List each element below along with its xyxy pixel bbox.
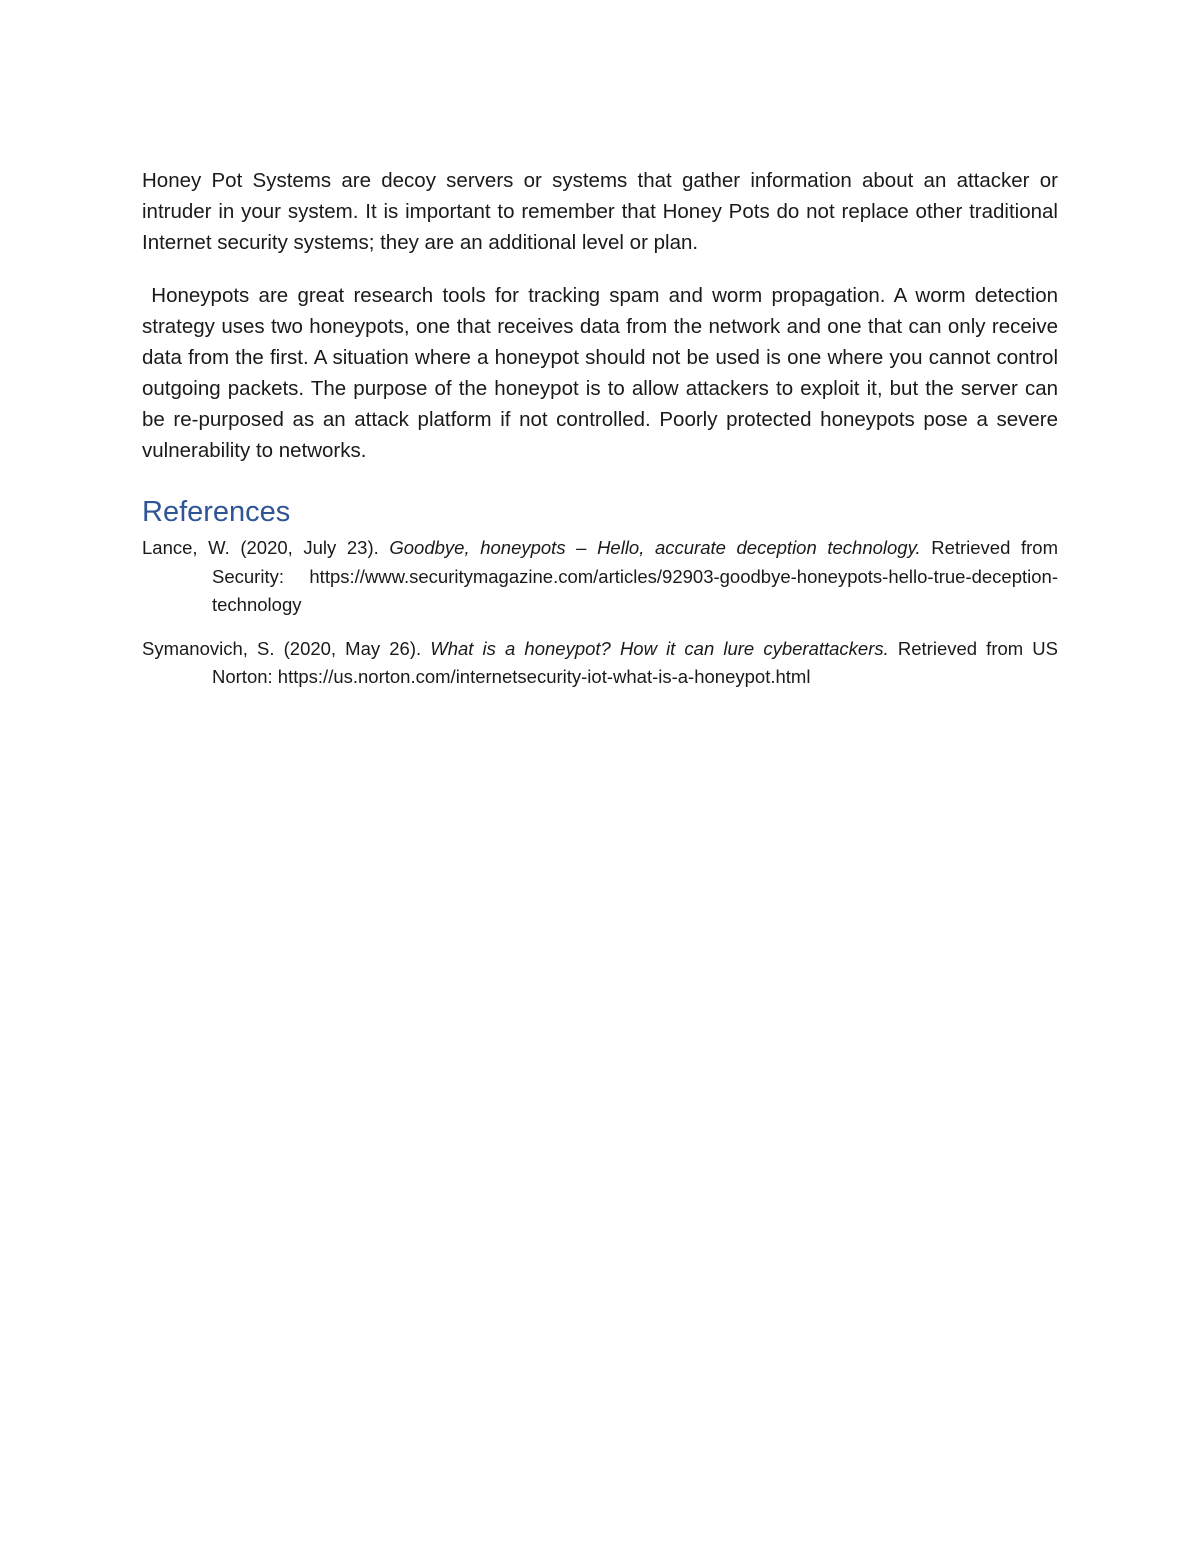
references-list: [142, 534, 1058, 692]
reference-title: Goodbye, honeypots – Hello, accurate deception technology.: [389, 537, 921, 558]
reference-entry: [142, 534, 1058, 620]
paragraph-honeypot-definition: Honey Pot Systems are decoy servers or systems that gather information about an attacker or intruder in your system. It is important to remember that Honey Pots do not replace other traditional Internet security systems; they are an additional level or plan.: [142, 169, 1058, 254]
references-heading: References: [142, 496, 291, 528]
reference-source: Retrieved from US Norton: https://us.norton.com/internetsecurity-iot-what-is-a-honeypot.html: [212, 637, 1059, 687]
reference-author-date: Lance, W. (2020, July 23).: [142, 537, 390, 558]
paragraph-honeypot-research: Honeypots are great research tools for tracking spam and worm propagation. A worm detection strategy uses two honeypots, one that receives data from the network and one that can only receive data from the first. A situation where a honeypot should not be used is one where you cannot control outgoing packets. The purpose of the honeypot is to allow attackers to exploit it, but the server can be re-purposed as an attack platform if not controlled. Poorly protected honeypots pose a severe vulnerability to networks.: [142, 284, 1064, 462]
document-body: [142, 165, 1064, 692]
reference-source: Retrieved from Security: https://www.securitymagazine.com/articles/92903-goodbye-honeypots-hello-true-deception-technology: [212, 537, 1058, 615]
reference-author-date: Symanovich, S. (2020, May 26).: [142, 637, 431, 659]
reference-title: What is a honeypot? How it can lure cyberattackers.: [430, 637, 889, 659]
reference-entry: [142, 635, 1058, 692]
